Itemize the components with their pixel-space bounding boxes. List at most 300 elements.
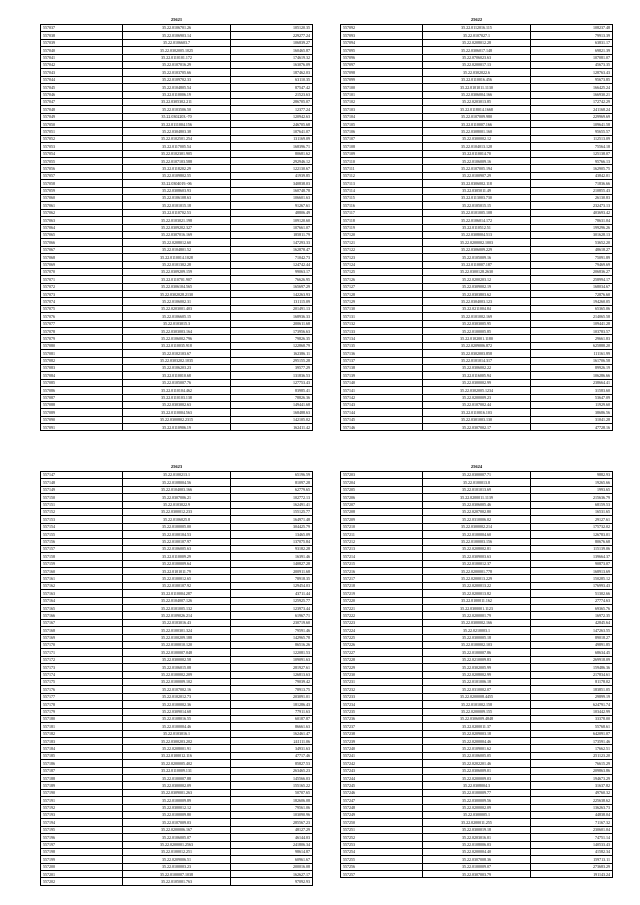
table-panel-25624 bbox=[340, 463, 613, 878]
row-code: 35.22.0106603.7 bbox=[122, 39, 231, 46]
row-value: 60187.87 bbox=[231, 715, 313, 722]
row-value: 63831.17 bbox=[531, 39, 613, 46]
table-row bbox=[41, 634, 313, 641]
row-code: 35.22.0303005.95 bbox=[422, 320, 531, 327]
row-value: 49760.32 bbox=[531, 789, 613, 796]
table-row bbox=[341, 804, 613, 811]
row-number: 557091 bbox=[41, 424, 123, 431]
row-value: 136263.73 bbox=[531, 804, 613, 811]
row-number: 557038 bbox=[41, 32, 123, 39]
table-row bbox=[341, 745, 613, 752]
row-number: 557039 bbox=[41, 39, 123, 46]
row-number: 557158 bbox=[41, 553, 123, 560]
row-code: 35.22.0110103.138 bbox=[122, 394, 231, 401]
row-number: 557046 bbox=[41, 91, 123, 98]
table-row bbox=[341, 328, 613, 335]
table-row bbox=[41, 217, 313, 224]
row-value: 340838.03 bbox=[231, 180, 313, 187]
row-code: 35.22.0309014.68 bbox=[122, 708, 231, 715]
row-number: 557173 bbox=[41, 664, 123, 671]
row-value: 81178.02 bbox=[531, 678, 613, 685]
row-value: 176993.43 bbox=[531, 582, 613, 589]
row-value: 194260.05 bbox=[531, 298, 613, 305]
row-number: 557244 bbox=[341, 775, 423, 782]
row-number: 557148 bbox=[41, 479, 123, 486]
row-value: 81097.28 bbox=[231, 479, 313, 486]
table-row bbox=[341, 730, 613, 737]
row-value: 173591.46 bbox=[531, 738, 613, 745]
row-number: 557213 bbox=[341, 545, 423, 552]
row-number: 557135 bbox=[341, 342, 423, 349]
row-code: 35.22.0100007.1038 bbox=[122, 871, 231, 878]
row-number: 557181 bbox=[41, 723, 123, 730]
table-row bbox=[341, 143, 613, 150]
table-row bbox=[341, 775, 613, 782]
table-row bbox=[41, 39, 313, 46]
row-number: 557074 bbox=[41, 298, 123, 305]
row-number: 557131 bbox=[341, 313, 423, 320]
row-value: 201491.13 bbox=[231, 305, 313, 312]
row-number: 557050 bbox=[41, 121, 123, 128]
row-code: 35.22.0302005.99 bbox=[422, 664, 531, 671]
row-value: 122081.53 bbox=[231, 649, 313, 656]
row-code: 35.22.0105001.763 bbox=[122, 878, 231, 885]
row-number: 557079 bbox=[41, 335, 123, 342]
table-row bbox=[341, 150, 613, 157]
table-row bbox=[41, 508, 313, 515]
table-row bbox=[341, 98, 613, 105]
row-number: 557164 bbox=[41, 597, 123, 604]
row-code: 35.22.0103016.43 bbox=[122, 619, 231, 626]
row-value: 72876.60 bbox=[531, 291, 613, 298]
row-code: 35.22.0110035.918 bbox=[122, 342, 231, 349]
table-row bbox=[341, 501, 613, 508]
row-value: 181286.43 bbox=[231, 701, 313, 708]
row-number: 557043 bbox=[41, 69, 123, 76]
row-code: 35.22.0107016.29 bbox=[122, 61, 231, 68]
row-value: 13465.09 bbox=[231, 531, 313, 538]
row-number: 557110 bbox=[341, 158, 423, 165]
row-value: 210855.43 bbox=[531, 187, 613, 194]
row-value: 48618.27 bbox=[531, 246, 613, 253]
row-number: 557045 bbox=[41, 84, 123, 91]
table-row bbox=[41, 172, 313, 179]
table-panel-25623 bbox=[40, 463, 313, 886]
row-number: 557051 bbox=[41, 128, 123, 135]
row-value: 125925.77 bbox=[231, 597, 313, 604]
row-value: 111161.99 bbox=[531, 350, 613, 357]
row-code: 35.22.0208002.99 bbox=[422, 671, 531, 678]
row-code: 35.22.0300007.71 bbox=[422, 472, 531, 479]
row-value: 109120.60 bbox=[231, 217, 313, 224]
table-row bbox=[341, 165, 613, 172]
table-panel-25622 bbox=[340, 16, 613, 431]
row-number: 557152 bbox=[41, 508, 123, 515]
table-row bbox=[41, 479, 313, 486]
row-value: 142105.02 bbox=[231, 416, 313, 423]
row-code: 35.22.0110014.70 bbox=[422, 150, 531, 157]
row-code: 35.22.0203001.403 bbox=[122, 305, 231, 312]
row-number: 557147 bbox=[41, 472, 123, 479]
row-value: 27774.63 bbox=[531, 597, 613, 604]
row-code: 35.22.0110014.1028 bbox=[122, 254, 231, 261]
table-row bbox=[341, 508, 613, 515]
row-number: 557060 bbox=[41, 194, 123, 201]
table-row bbox=[41, 804, 313, 811]
row-code: 35.22.0307008.36 bbox=[422, 856, 531, 863]
row-code: 35.22.0306009.4848 bbox=[422, 715, 531, 722]
row-value: 48806.49 bbox=[231, 209, 313, 216]
row-value: 26130.83 bbox=[531, 194, 613, 201]
row-value: 200611.68 bbox=[231, 320, 313, 327]
row-value: 79469.69 bbox=[531, 261, 613, 268]
table-row bbox=[41, 767, 313, 774]
row-value: 78826.36 bbox=[231, 394, 313, 401]
row-value: 162627.17 bbox=[231, 871, 313, 878]
table-row bbox=[341, 158, 613, 165]
table-row bbox=[41, 401, 313, 408]
row-value: 79826.35 bbox=[231, 335, 313, 342]
row-value: 142965.78 bbox=[231, 634, 313, 641]
row-code: 35.22.0304019.-06 bbox=[122, 180, 231, 187]
table-row bbox=[41, 283, 313, 290]
table-row bbox=[41, 135, 313, 142]
row-code: 35.22.0106009.16 bbox=[422, 158, 531, 165]
row-code: 35.22.0112016.115 bbox=[422, 25, 531, 32]
row-number: 557195 bbox=[41, 826, 123, 833]
row-number: 557233 bbox=[341, 693, 423, 700]
row-code: 35.22.0109026.214 bbox=[122, 612, 231, 619]
row-code: 35.22.0110701.907 bbox=[122, 276, 231, 283]
row-value: 122868.79 bbox=[231, 342, 313, 349]
table-row bbox=[341, 194, 613, 201]
row-code: 35.22.0116005.94 bbox=[422, 372, 531, 379]
row-value: 131115.09 bbox=[231, 298, 313, 305]
row-number: 557211 bbox=[341, 531, 423, 538]
row-value: 166425.24 bbox=[531, 84, 613, 91]
table-row bbox=[41, 298, 313, 305]
row-code: 35.22.0107027.1 bbox=[422, 32, 531, 39]
table-row bbox=[341, 760, 613, 767]
row-value: 34931.63 bbox=[231, 745, 313, 752]
table-row bbox=[341, 69, 613, 76]
row-number: 557070 bbox=[41, 268, 123, 275]
row-number: 557231 bbox=[341, 678, 423, 685]
row-number: 557100 bbox=[341, 84, 423, 91]
table-row bbox=[41, 25, 313, 32]
row-value: 161706.58 bbox=[531, 357, 613, 364]
row-code: 35.22.0200001.778 bbox=[422, 568, 531, 575]
row-number: 557215 bbox=[341, 560, 423, 567]
row-number: 557049 bbox=[41, 113, 123, 120]
row-value: 79561.06 bbox=[231, 804, 313, 811]
row-code: 35.22.0200005.402 bbox=[122, 760, 231, 767]
row-code: 35.22.0110009.131 bbox=[122, 767, 231, 774]
table-row bbox=[41, 54, 313, 61]
table-row bbox=[341, 641, 613, 648]
table-row bbox=[41, 165, 313, 172]
table-row bbox=[41, 856, 313, 863]
table-row bbox=[41, 531, 313, 538]
row-number: 557151 bbox=[41, 501, 123, 508]
row-number: 557058 bbox=[41, 180, 123, 187]
table-row bbox=[341, 32, 613, 39]
row-number: 557172 bbox=[41, 656, 123, 663]
table-row bbox=[41, 612, 313, 619]
row-number: 557086 bbox=[41, 387, 123, 394]
row-value: 238664.41 bbox=[531, 379, 613, 386]
row-code: 35.22.0100104.53 bbox=[122, 531, 231, 538]
row-number: 557080 bbox=[41, 342, 123, 349]
table-row bbox=[341, 313, 613, 320]
table-row bbox=[341, 387, 613, 394]
row-value: 109441.28 bbox=[531, 320, 613, 327]
row-code: 35.22.0102012.73 bbox=[122, 693, 231, 700]
row-number: 557200 bbox=[41, 863, 123, 870]
row-value: 403693.42 bbox=[531, 209, 613, 216]
panel-title: 25623 bbox=[170, 464, 183, 469]
row-number: 557242 bbox=[341, 760, 423, 767]
row-value: 229969.69 bbox=[531, 113, 613, 120]
table-row bbox=[41, 568, 313, 575]
row-code: 35.22.0100007.88 bbox=[122, 775, 231, 782]
row-number: 557176 bbox=[41, 686, 123, 693]
row-number: 557159 bbox=[41, 560, 123, 567]
row-value: 85827.53 bbox=[231, 760, 313, 767]
data-table bbox=[40, 471, 313, 886]
table-row bbox=[341, 76, 613, 83]
row-value: 71042.73 bbox=[231, 254, 313, 261]
row-number: 557154 bbox=[41, 523, 123, 530]
table-row bbox=[341, 372, 613, 379]
row-code: 35.22.0307002.17 bbox=[422, 424, 531, 431]
row-number: 557052 bbox=[41, 135, 123, 142]
row-value: 166930.21 bbox=[531, 91, 613, 98]
row-number: 557139 bbox=[341, 372, 423, 379]
row-value: 69821.39 bbox=[531, 47, 613, 54]
row-code: 35.22.0102501.254 bbox=[122, 135, 231, 142]
row-code: 35.22.0300802.2315 bbox=[122, 416, 231, 423]
row-code: 35.22.0302022.6 bbox=[422, 69, 531, 76]
row-code: 35.22.0108006.03 bbox=[422, 841, 531, 848]
row-number: 557246 bbox=[341, 789, 423, 796]
table-row bbox=[41, 61, 313, 68]
row-code: 35.22.0207002.80 bbox=[422, 508, 531, 515]
table-row bbox=[341, 597, 613, 604]
row-number: 557146 bbox=[341, 424, 423, 431]
row-value: 77911.63 bbox=[231, 708, 313, 715]
row-number: 557053 bbox=[41, 143, 123, 150]
row-value: 137075.84 bbox=[231, 538, 313, 545]
table-row bbox=[341, 871, 613, 878]
row-number: 557217 bbox=[341, 575, 423, 582]
row-value: 44838.04 bbox=[531, 811, 613, 818]
row-number: 557145 bbox=[341, 416, 423, 423]
row-number: 557157 bbox=[41, 545, 123, 552]
row-number: 557088 bbox=[41, 401, 123, 408]
table-row bbox=[341, 767, 613, 774]
row-code: 35.22.0110004.287 bbox=[122, 590, 231, 597]
row-value: 31041.28 bbox=[531, 416, 613, 423]
row-code: 35.22.0100003.156 bbox=[422, 538, 531, 545]
row-value: 65365.06 bbox=[531, 305, 613, 312]
row-value: 147263.55 bbox=[531, 627, 613, 634]
row-code: 35.22.0100301.324 bbox=[122, 627, 231, 634]
table-row bbox=[341, 217, 613, 224]
row-number: 557225 bbox=[341, 634, 423, 641]
table-row bbox=[341, 47, 613, 54]
row-code: 35.22.0300128.2630 bbox=[422, 268, 531, 275]
row-code: 35.22.0200004.40 bbox=[422, 848, 531, 855]
row-value: 75564.18 bbox=[531, 143, 613, 150]
row-code: 35.22.0200013.22 bbox=[422, 582, 531, 589]
row-number: 557138 bbox=[341, 364, 423, 371]
row-value: 168034.67 bbox=[531, 283, 613, 290]
row-value: 295155.28 bbox=[231, 357, 313, 364]
table-row bbox=[41, 708, 313, 715]
row-number: 557069 bbox=[41, 261, 123, 268]
row-number: 557068 bbox=[41, 254, 123, 261]
row-code: 35.22.0208012.60 bbox=[122, 239, 231, 246]
table-row bbox=[41, 472, 313, 479]
row-code: 35.22.0107103.588 bbox=[122, 158, 231, 165]
table-row bbox=[41, 841, 313, 848]
table-row bbox=[41, 305, 313, 312]
row-code: 35.22.0106005.05 bbox=[422, 752, 531, 759]
row-code: 35.22.0200009.03 bbox=[422, 775, 531, 782]
row-code: 35.22.0306005.46 bbox=[422, 501, 531, 508]
table-row bbox=[41, 641, 313, 648]
row-code: 35.22.0109802.55 bbox=[122, 172, 231, 179]
table-row bbox=[41, 686, 313, 693]
table-row bbox=[41, 701, 313, 708]
table-row bbox=[41, 357, 313, 364]
row-value: 79913.39 bbox=[531, 32, 613, 39]
row-number: 557245 bbox=[341, 782, 423, 789]
row-code: 35.22.0101013.69 bbox=[422, 486, 531, 493]
row-value: 162491.41 bbox=[231, 501, 313, 508]
row-value: 142263.93 bbox=[231, 291, 313, 298]
row-code: 35.22.0300012.233 bbox=[122, 508, 231, 515]
row-number: 557075 bbox=[41, 305, 123, 312]
table-row bbox=[41, 350, 313, 357]
row-code: 35.22.0203013.85 bbox=[422, 98, 531, 105]
row-code: 35.22.0109001.62 bbox=[422, 745, 531, 752]
row-code: 35.22.0307003.79 bbox=[422, 871, 531, 878]
row-number: 557090 bbox=[41, 416, 123, 423]
row-number: 557120 bbox=[341, 231, 423, 238]
row-number: 557250 bbox=[341, 819, 423, 826]
row-number: 557133 bbox=[341, 328, 423, 335]
row-number: 557042 bbox=[41, 61, 123, 68]
row-code: 35.22.0307006.21 bbox=[122, 494, 231, 501]
table-row bbox=[41, 372, 313, 379]
row-code: 35.22.0200011.255 bbox=[422, 819, 531, 826]
row-value: 9882.93 bbox=[531, 472, 613, 479]
row-code: 35.22.0300005.18 bbox=[422, 634, 531, 641]
table-row bbox=[41, 143, 313, 150]
row-code: 35.22.0307016.169 bbox=[122, 231, 231, 238]
row-value: 106839.27 bbox=[231, 39, 313, 46]
row-code: 35.22.0302203.-70 bbox=[122, 113, 231, 120]
row-code: 35.22.0102301.905 bbox=[122, 150, 231, 157]
table-row bbox=[341, 811, 613, 818]
row-value: 174619.32 bbox=[231, 54, 313, 61]
row-number: 557087 bbox=[41, 394, 123, 401]
row-value: 1993.65 bbox=[531, 486, 613, 493]
row-value: 230601.04 bbox=[531, 826, 613, 833]
table-row bbox=[41, 254, 313, 261]
row-value: 86516.26 bbox=[231, 641, 313, 648]
row-code: 35.22.0304803.38 bbox=[122, 128, 231, 135]
row-number: 557193 bbox=[41, 811, 123, 818]
row-value: 269918.09 bbox=[531, 656, 613, 663]
row-value: 217834.61 bbox=[531, 671, 613, 678]
row-number: 557174 bbox=[41, 671, 123, 678]
table-row bbox=[341, 276, 613, 283]
row-value: 51302.66 bbox=[531, 590, 613, 597]
table-row bbox=[341, 568, 613, 575]
row-code: 35.22.0308004.3 bbox=[422, 782, 531, 789]
table-row bbox=[41, 575, 313, 582]
row-code: 35.22.0100005.00 bbox=[122, 523, 231, 530]
row-code: 35.22.0104805.54 bbox=[122, 84, 231, 91]
row-number: 557150 bbox=[41, 494, 123, 501]
table-row bbox=[341, 664, 613, 671]
table-row bbox=[341, 538, 613, 545]
row-value: 292946.12 bbox=[231, 158, 313, 165]
row-value: 45673.35 bbox=[531, 61, 613, 68]
row-code: 35.22.0208002.81 bbox=[422, 545, 531, 552]
row-number: 557054 bbox=[41, 150, 123, 157]
row-code: 35.22.0117005.54 bbox=[122, 143, 231, 150]
row-value: 209863.86 bbox=[531, 767, 613, 774]
table-row bbox=[41, 819, 313, 826]
panel-title: 25624 bbox=[470, 464, 483, 469]
row-value: 103783.57 bbox=[531, 328, 613, 335]
row-code: 35.22.0309002.19 bbox=[422, 283, 531, 290]
row-code: 35.22.0110009.29 bbox=[122, 553, 231, 560]
row-code: 35.22.0118202.29 bbox=[122, 165, 231, 172]
row-code: 35.22.0110906.19 bbox=[122, 424, 231, 431]
row-code: 35.22.0300009.56 bbox=[422, 797, 531, 804]
table-row bbox=[41, 91, 313, 98]
row-number: 557109 bbox=[341, 150, 423, 157]
table-row bbox=[341, 605, 613, 612]
table-row bbox=[341, 782, 613, 789]
table-row bbox=[41, 224, 313, 231]
row-number: 557081 bbox=[41, 350, 123, 357]
table-row bbox=[41, 246, 313, 253]
row-number: 557094 bbox=[341, 39, 423, 46]
row-number: 557192 bbox=[41, 804, 123, 811]
row-number: 557132 bbox=[341, 320, 423, 327]
table-row bbox=[341, 671, 613, 678]
row-number: 557214 bbox=[341, 553, 423, 560]
row-value: 103090.96 bbox=[231, 811, 313, 818]
row-value: 29661.83 bbox=[531, 335, 613, 342]
row-value: 43711.44 bbox=[231, 590, 313, 597]
row-code: 35.22.0100004.60 bbox=[422, 531, 531, 538]
row-value: 183851.05 bbox=[531, 686, 613, 693]
row-code: 35.22.0100009.80 bbox=[122, 811, 231, 818]
row-value: 39577.29 bbox=[231, 364, 313, 371]
row-code: 35.22.0108004.56 bbox=[122, 479, 231, 486]
row-code: 35.22.0302028.2130 bbox=[122, 291, 231, 298]
table-row bbox=[341, 305, 613, 312]
row-value: 112513.09 bbox=[531, 135, 613, 142]
row-code: 35.22.0208001.91 bbox=[122, 745, 231, 752]
